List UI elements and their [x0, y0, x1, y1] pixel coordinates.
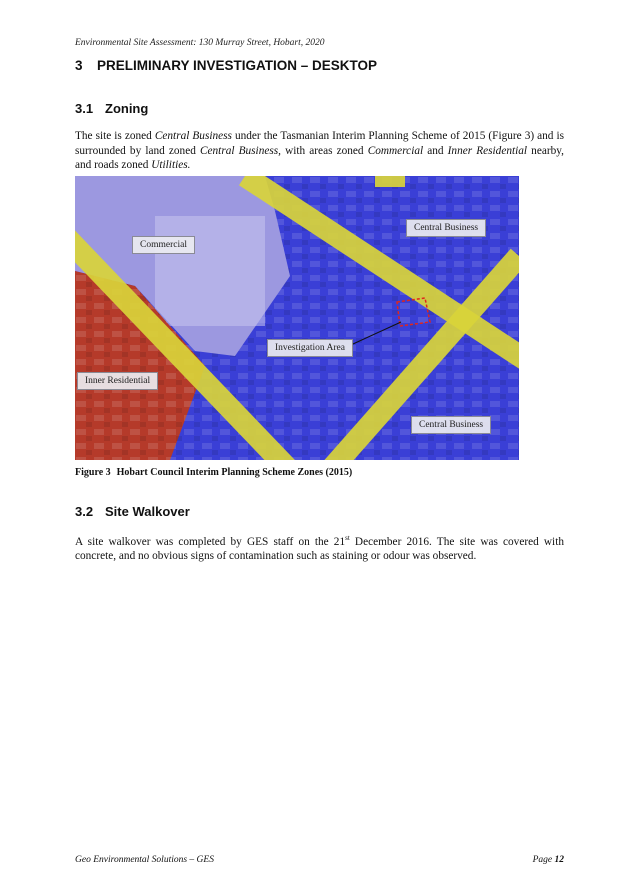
footer-page: Page 12 — [532, 855, 564, 865]
map-label-investigation-area: Investigation Area — [267, 339, 353, 357]
zoning-map — [75, 176, 519, 460]
section-number: 3 — [75, 58, 83, 73]
zoning-heading — [75, 101, 148, 116]
running-header: Environmental Site Assessment: 130 Murray Street, Hobart, 2020 — [75, 38, 325, 48]
zoning-paragraph: The site is zoned Central Business under the Tasmanian Interim Planning Scheme of 2015 (Figure 3) and is surrounded by land zoned Central Business, with areas zoned Commercial and Inner Residential nearby, and roads zoned Utilities. — [75, 130, 565, 172]
map-label-central-business-bottom: Central Business — [411, 416, 491, 434]
section-title: PRELIMINARY INVESTIGATION – DESKTOP — [97, 58, 378, 73]
walkover-paragraph: A site walkover was completed by GES staff on the 21st December 2016. The site was covered with concrete, and no obvious signs of contamination such as staining or odour was observed. — [75, 534, 564, 563]
footer-left: Geo Environmental Solutions – GES — [75, 855, 214, 865]
page-number: 12 — [554, 855, 564, 865]
zoning-number: 3.1 — [75, 101, 94, 116]
walkover-title: Site Walkover — [105, 504, 190, 519]
figure-caption-text: Hobart Council Interim Planning Scheme Zones (2015) — [116, 467, 353, 478]
walkover-heading — [75, 504, 190, 519]
map-label-commercial: Commercial — [132, 236, 195, 254]
map-label-central-business-top: Central Business — [406, 219, 486, 237]
figure-number: Figure 3 — [75, 467, 111, 478]
figure-caption — [75, 467, 352, 478]
map-label-inner-residential: Inner Residential — [77, 372, 158, 390]
walkover-number: 3.2 — [75, 504, 94, 519]
section-heading — [75, 58, 377, 73]
zoning-title: Zoning — [105, 101, 149, 116]
